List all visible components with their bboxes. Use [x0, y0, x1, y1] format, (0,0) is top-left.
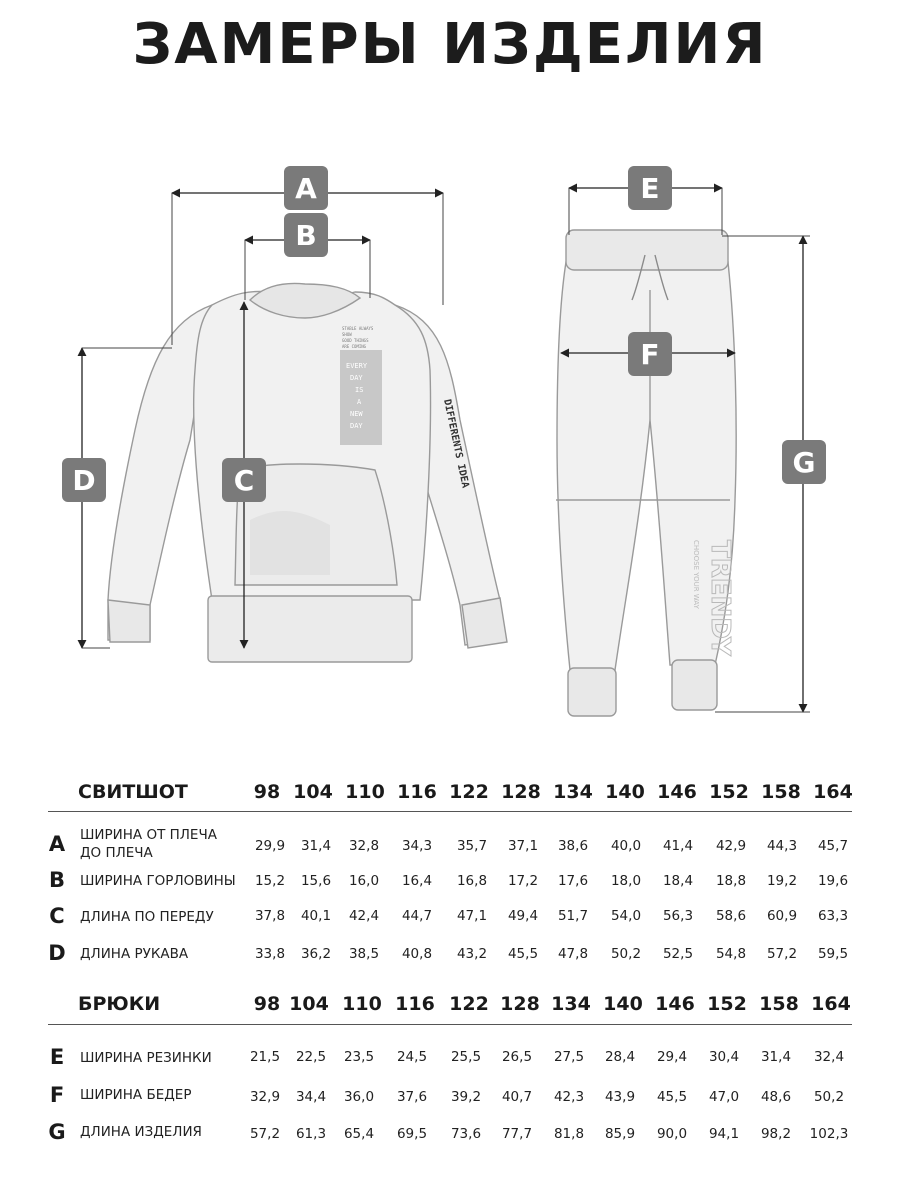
- size-header: 116: [397, 781, 437, 803]
- badge-f: F: [628, 332, 672, 376]
- cell-value: 42,3: [553, 1089, 585, 1105]
- pants-title: БРЮКИ: [78, 993, 161, 1015]
- table-row: [0, 1045, 900, 1085]
- cell-value: 77,7: [501, 1126, 533, 1142]
- cell-value: 23,5: [343, 1049, 375, 1065]
- badge-c: C: [222, 458, 266, 502]
- cell-value: 102,3: [809, 1126, 849, 1142]
- cell-value: 49,4: [507, 908, 539, 924]
- cell-value: 33,8: [254, 946, 286, 962]
- cell-value: 35,7: [456, 838, 488, 854]
- cell-value: 59,5: [817, 946, 849, 962]
- sweatshirt-table-rule: [48, 811, 852, 812]
- size-header: 140: [603, 993, 643, 1015]
- size-header: 152: [709, 781, 749, 803]
- size-header: 158: [761, 781, 801, 803]
- sweatshirt-title: СВИТШОТ: [78, 781, 188, 803]
- cell-value: 40,0: [610, 838, 642, 854]
- cell-value: 16,0: [348, 873, 380, 889]
- cell-value: 65,4: [343, 1126, 375, 1142]
- cell-value: 37,1: [507, 838, 539, 854]
- badge-g: G: [782, 440, 826, 484]
- cell-value: 57,2: [766, 946, 798, 962]
- table-row: [0, 941, 900, 981]
- cell-value: 98,2: [760, 1126, 792, 1142]
- cell-value: 19,6: [817, 873, 849, 889]
- cell-value: 15,6: [300, 873, 332, 889]
- cell-value: 38,6: [557, 838, 589, 854]
- row-key: C: [49, 904, 65, 928]
- cell-value: 18,4: [662, 873, 694, 889]
- cell-value: 28,4: [604, 1049, 636, 1065]
- badge-b: B: [284, 213, 328, 257]
- size-header: 110: [345, 781, 385, 803]
- cell-value: 30,4: [708, 1049, 740, 1065]
- pants-table-rule: [48, 1024, 852, 1025]
- cell-value: 43,9: [604, 1089, 636, 1105]
- row-label: ДЛИНА ПО ПЕРЕДУ: [80, 909, 214, 925]
- size-header: 164: [811, 993, 851, 1015]
- size-header: 140: [605, 781, 645, 803]
- size-header: 134: [553, 781, 593, 803]
- svg-text:IS: IS: [355, 386, 364, 394]
- cell-value: 24,5: [396, 1049, 428, 1065]
- cell-value: 21,5: [249, 1049, 281, 1065]
- pants-waistband: [566, 230, 728, 270]
- cell-value: 45,5: [507, 946, 539, 962]
- cell-value: 19,2: [766, 873, 798, 889]
- page-title: ЗАМЕРЫ ИЗДЕЛИЯ: [132, 12, 768, 77]
- cell-value: 45,5: [656, 1089, 688, 1105]
- pants-left-cuff: [568, 668, 616, 716]
- cell-value: 40,7: [501, 1089, 533, 1105]
- cell-value: 85,9: [604, 1126, 636, 1142]
- cell-value: 39,2: [450, 1089, 482, 1105]
- size-header: 98: [253, 993, 281, 1015]
- cell-value: 18,8: [715, 873, 747, 889]
- row-label: ДЛИНА ИЗДЕЛИЯ: [80, 1124, 202, 1140]
- sweatshirt-drawing: [108, 283, 507, 662]
- svg-text:A: A: [357, 398, 362, 406]
- cell-value: 34,4: [295, 1089, 327, 1105]
- cell-value: 52,5: [662, 946, 694, 962]
- cell-value: 17,6: [557, 873, 589, 889]
- cell-value: 37,6: [396, 1089, 428, 1105]
- garment-illustration: [0, 150, 900, 750]
- cell-value: 42,9: [715, 838, 747, 854]
- cell-value: 51,7: [557, 908, 589, 924]
- row-label: ШИРИНА БЕДЕР: [80, 1087, 192, 1103]
- row-label: ШИРИНА ГОРЛОВИНЫ: [80, 873, 236, 889]
- row-key: E: [49, 1045, 65, 1069]
- svg-text:NEW: NEW: [350, 410, 363, 418]
- cell-value: 47,8: [557, 946, 589, 962]
- cell-value: 44,3: [766, 838, 798, 854]
- svg-text:SHOW: SHOW: [342, 332, 352, 337]
- size-header: 134: [551, 993, 591, 1015]
- cell-value: 18,0: [610, 873, 642, 889]
- svg-text:STABLE ALWAYS: STABLE ALWAYS: [342, 326, 374, 331]
- cell-value: 63,3: [817, 908, 849, 924]
- cell-value: 31,4: [300, 838, 332, 854]
- cell-value: 22,5: [295, 1049, 327, 1065]
- table-row: [0, 1083, 900, 1123]
- row-key: A: [48, 832, 66, 856]
- svg-text:DAY: DAY: [350, 374, 363, 382]
- cell-value: 54,0: [610, 908, 642, 924]
- cell-value: 44,7: [401, 908, 433, 924]
- sweatshirt-table-header: [0, 781, 900, 815]
- cell-value: 17,2: [507, 873, 539, 889]
- size-header: 110: [342, 993, 382, 1015]
- size-header: 152: [707, 993, 747, 1015]
- cell-value: 56,3: [662, 908, 694, 924]
- cell-value: 32,4: [813, 1049, 845, 1065]
- cell-value: 47,0: [708, 1089, 740, 1105]
- cell-value: 47,1: [456, 908, 488, 924]
- cell-value: 50,2: [610, 946, 642, 962]
- size-header: 122: [449, 993, 489, 1015]
- size-header: 116: [395, 993, 435, 1015]
- cell-value: 38,5: [348, 946, 380, 962]
- sweatshirt-hem: [208, 596, 412, 662]
- cell-value: 36,0: [343, 1089, 375, 1105]
- cell-value: 32,9: [249, 1089, 281, 1105]
- svg-text:GOOD THINGS: GOOD THINGS: [342, 338, 369, 343]
- cell-value: 40,8: [401, 946, 433, 962]
- size-header: 164: [813, 781, 853, 803]
- table-row: [0, 904, 900, 944]
- row-key: G: [48, 1120, 66, 1144]
- cell-value: 29,4: [656, 1049, 688, 1065]
- cell-value: 60,9: [766, 908, 798, 924]
- cell-value: 48,6: [760, 1089, 792, 1105]
- svg-text:EVERY: EVERY: [346, 362, 368, 370]
- cell-value: 73,6: [450, 1126, 482, 1142]
- cell-value: 69,5: [396, 1126, 428, 1142]
- cell-value: 61,3: [295, 1126, 327, 1142]
- svg-text:ARE COMING: ARE COMING: [342, 344, 367, 349]
- row-label: ШИРИНА ОТ ПЛЕЧА ДО ПЛЕЧА: [80, 827, 217, 861]
- size-header: 146: [655, 993, 695, 1015]
- cell-value: 27,5: [553, 1049, 585, 1065]
- table-row: [0, 868, 900, 908]
- cell-value: 16,8: [456, 873, 488, 889]
- row-label: ДЛИНА РУКАВА: [80, 946, 189, 962]
- size-header: 122: [449, 781, 489, 803]
- cell-value: 15,2: [254, 873, 286, 889]
- row-key: B: [48, 868, 65, 892]
- table-row: [0, 826, 900, 866]
- table-row: [0, 1120, 900, 1160]
- cell-value: 58,6: [715, 908, 747, 924]
- cell-value: 26,5: [501, 1049, 533, 1065]
- svg-text:CHOOSE YOUR WAY: CHOOSE YOUR WAY: [692, 540, 700, 609]
- cell-value: 42,4: [348, 908, 380, 924]
- size-header: 146: [657, 781, 697, 803]
- badge-a: A: [284, 166, 328, 210]
- cell-value: 41,4: [662, 838, 694, 854]
- size-header: 128: [501, 781, 541, 803]
- cell-value: 25,5: [450, 1049, 482, 1065]
- cell-value: 16,4: [401, 873, 433, 889]
- cell-value: 32,8: [348, 838, 380, 854]
- svg-text:TRENDY: TRENDY: [705, 540, 735, 656]
- cell-value: 54,8: [715, 946, 747, 962]
- size-header: 104: [289, 993, 329, 1015]
- cell-value: 40,1: [300, 908, 332, 924]
- badge-e: E: [628, 166, 672, 210]
- svg-text:DIFFERENTS IDEA: DIFFERENTS IDEA: [441, 398, 471, 489]
- size-header: 158: [759, 993, 799, 1015]
- cell-value: 45,7: [817, 838, 849, 854]
- badge-d: D: [62, 458, 106, 502]
- size-header: 98: [253, 781, 281, 803]
- pants-right-cuff: [672, 660, 717, 710]
- row-key: F: [49, 1083, 65, 1107]
- svg-text:DAY: DAY: [350, 422, 363, 430]
- cell-value: 94,1: [708, 1126, 740, 1142]
- cell-value: 90,0: [656, 1126, 688, 1142]
- row-key: D: [48, 941, 66, 965]
- cell-value: 57,2: [249, 1126, 281, 1142]
- row-label: ШИРИНА РЕЗИНКИ: [80, 1050, 212, 1066]
- cell-value: 43,2: [456, 946, 488, 962]
- cell-value: 31,4: [760, 1049, 792, 1065]
- pants-table-header: [0, 993, 900, 1027]
- cell-value: 81,8: [553, 1126, 585, 1142]
- cell-value: 36,2: [300, 946, 332, 962]
- size-header: 128: [500, 993, 540, 1015]
- cell-value: 50,2: [813, 1089, 845, 1105]
- cell-value: 34,3: [401, 838, 433, 854]
- size-header: 104: [293, 781, 333, 803]
- cell-value: 29,9: [254, 838, 286, 854]
- cell-value: 37,8: [254, 908, 286, 924]
